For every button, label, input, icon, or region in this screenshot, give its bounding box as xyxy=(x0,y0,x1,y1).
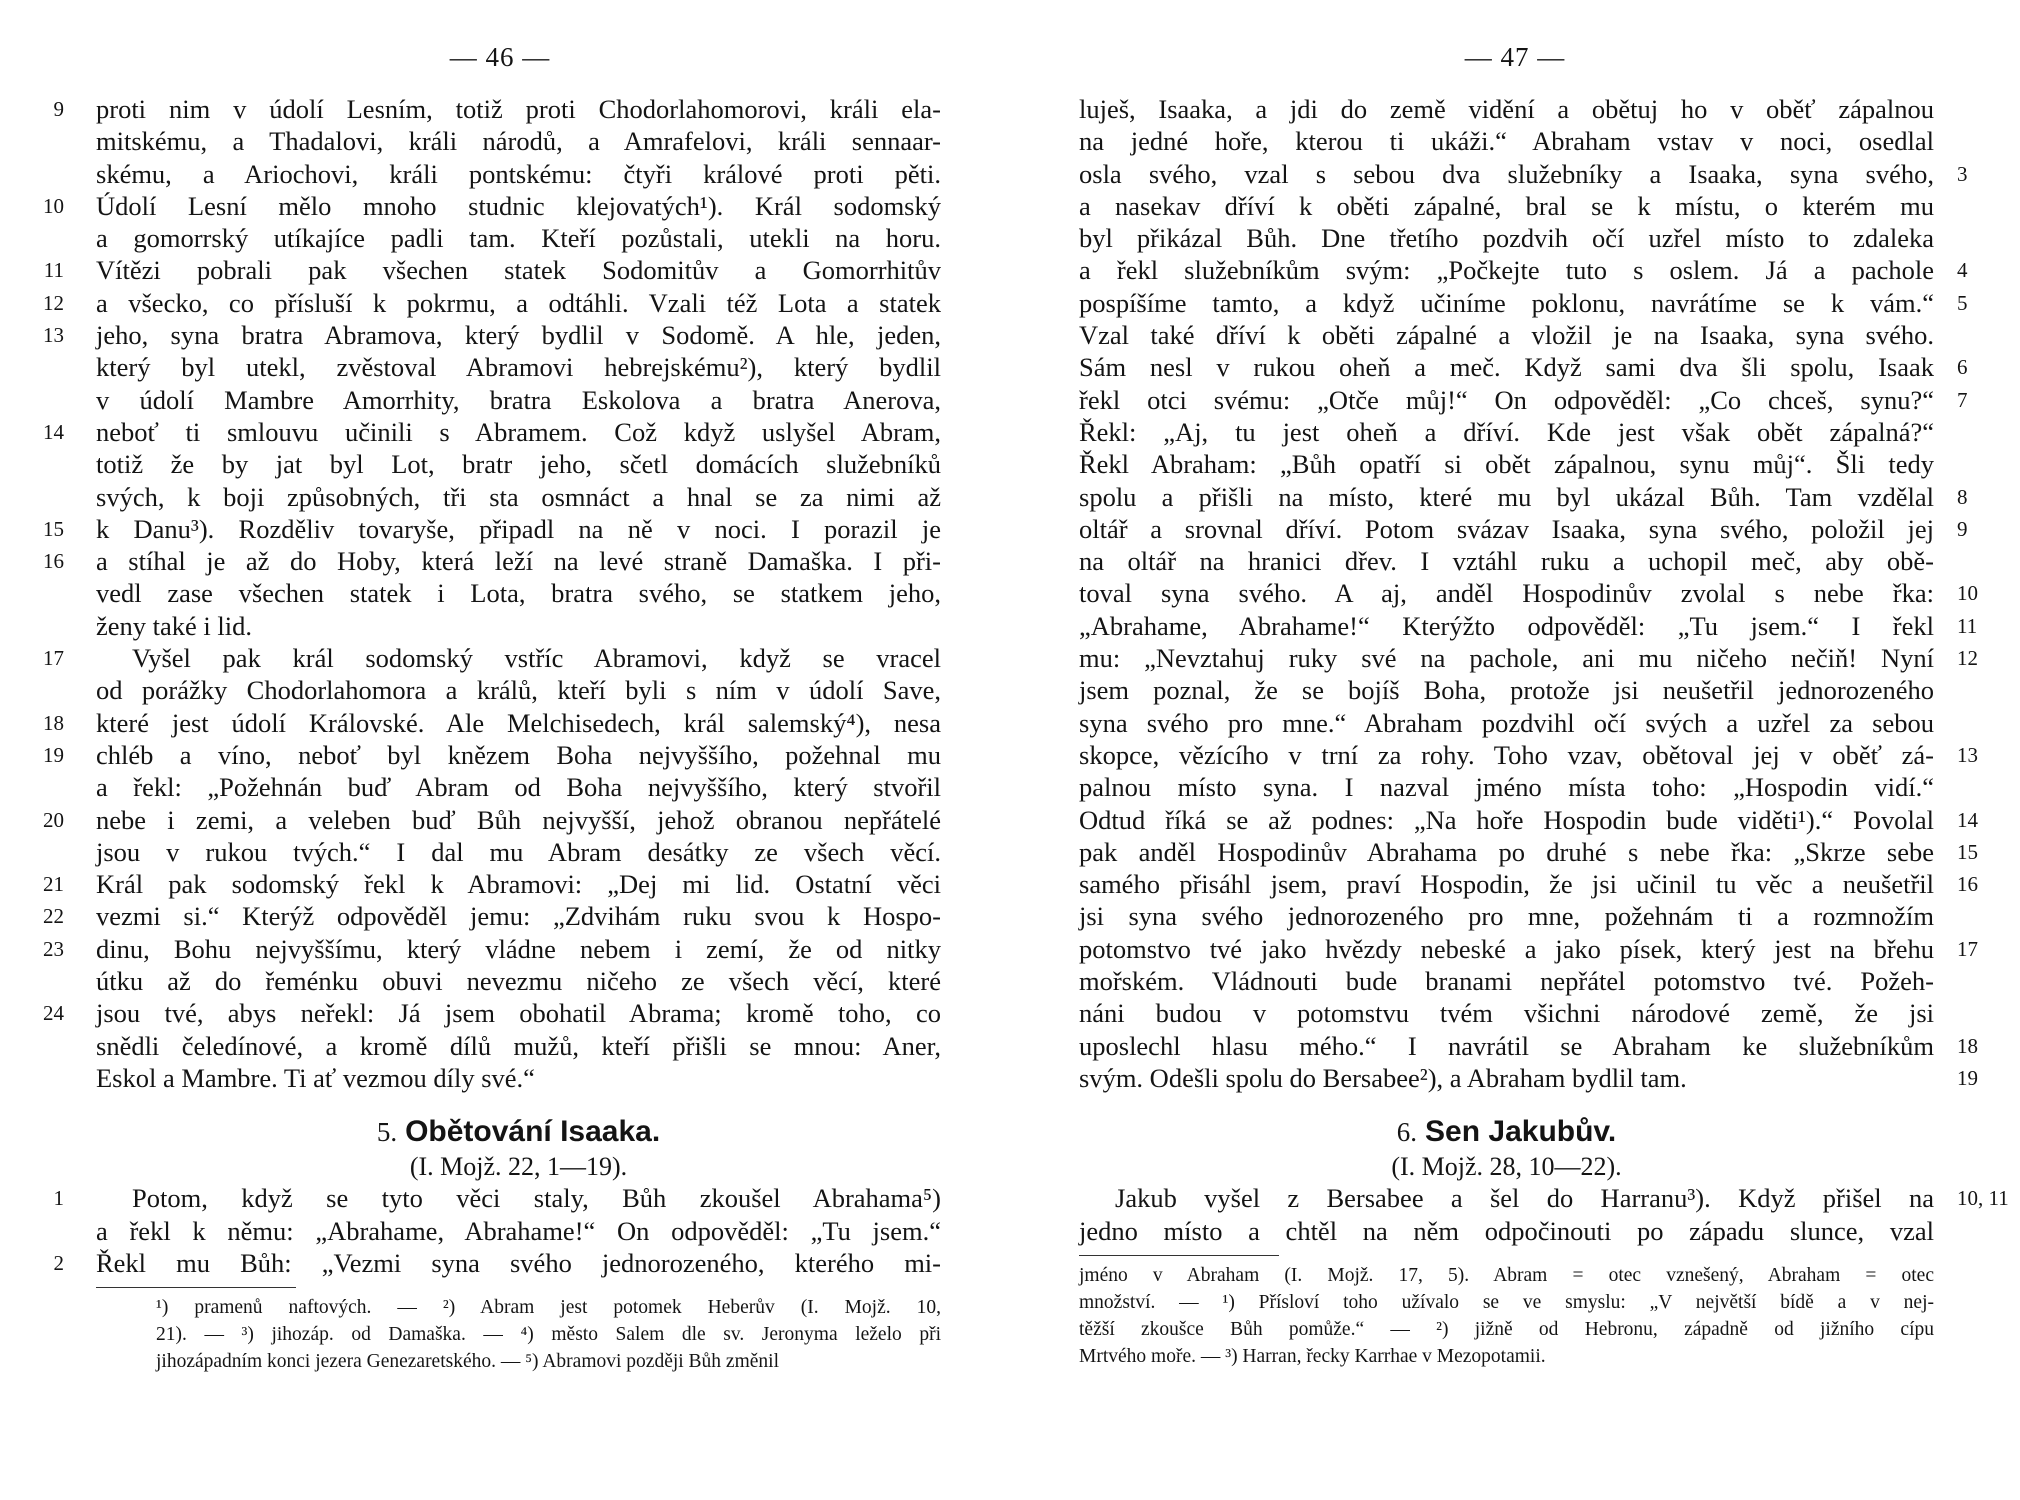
line-text: svým. Odešli spolu do Bersabee²), a Abraham bydlil tam. xyxy=(1079,1062,1687,1093)
text-line xyxy=(43,707,941,739)
text-line xyxy=(1079,771,1934,803)
text-line xyxy=(96,384,941,416)
line-text: a všecko, co přísluší k pokrmu, a odtáhli. Vzali též Lota a statek xyxy=(96,287,941,318)
section-heading: Obětování Isaaka. xyxy=(405,1115,661,1149)
footnote-line: jihozápadním konci jezera Genezaretského. — ⁵) Abramovi později Bůh změnil xyxy=(156,1351,780,1373)
line-text: jsou tvé, abys neřekl: Já jsem obohatil Abrama; kromě toho, co xyxy=(96,998,941,1029)
text-line xyxy=(96,1030,941,1062)
line-text: Vyšel pak král sodomský vstříc Abramovi, když se vracel xyxy=(132,643,941,674)
page-number: — 46 — xyxy=(449,42,551,72)
line-text: potomstvo tvé jako hvězdy nebeské a jako písek, který jest na břehu xyxy=(1079,933,1934,964)
line-text: řekl otci svému: „Otče můj!“ On odpověděl: „Co chceš, synu?“ xyxy=(1079,384,1934,415)
text-line xyxy=(1079,254,1968,286)
section-reference: (I. Mojž. 22, 1—19). xyxy=(409,1152,628,1182)
text-line xyxy=(43,804,941,836)
verse-number: 10, 11 xyxy=(1957,1186,2009,1211)
line-text: jsem poznal, že se bojíš Boha, protože jsi neušetřil jednorozeného xyxy=(1079,675,1934,706)
verse-number: 4 xyxy=(1957,258,1968,283)
text-line xyxy=(43,739,941,771)
text-line xyxy=(43,319,941,351)
verse-number: 12 xyxy=(43,290,64,315)
text-line xyxy=(96,610,941,642)
line-text: nebe i zemi, a veleben buď Bůh nejvyšší, jehož obranou nepřátelé xyxy=(96,804,941,835)
line-text: palnou místo syna. I nazval jméno místa toho: „Hospodin vidí.“ xyxy=(1079,772,1934,803)
line-text: na jedné hoře, kterou ti ukáži.“ Abraham vstav v noci, osedlal xyxy=(1079,126,1934,157)
verse-number: 2 xyxy=(53,1250,64,1275)
text-line xyxy=(1079,868,1978,900)
line-text: skému, a Ariochovi, králi pontskému: čtyři králové proti pěti. xyxy=(96,158,941,189)
verse-number: 18 xyxy=(1957,1033,1978,1058)
line-text: mu: „Nevztahuj ruky své na pachole, ani mu ničeho nečiň! Nyní xyxy=(1079,643,1934,674)
right-page xyxy=(1010,0,2020,1500)
line-text: Řekl: „Aj, tu jest oheň a dříví. Kde jest však obět zápalná?“ xyxy=(1079,416,1934,447)
footnote-line: těžší zkoušce Bůh pomůže.“ — ²) jižně od Hebronu, západně od jižního cípu xyxy=(1079,1318,1934,1340)
footnote-line: 21). — ³) jihozáp. od Damaška. — ⁴) město Salem dle sv. Jeronyma leželo při xyxy=(156,1324,941,1346)
line-text: který byl utekl, zvěstoval Abramovi hebrejskému²), který bydlil xyxy=(96,352,941,383)
text-line xyxy=(43,513,941,545)
line-text: samého přisáhl jsem, praví Hospodin, že jsi učinil tu věc a neušetřil xyxy=(1079,869,1934,900)
line-text: byl přikázal Bůh. Dne třetího pozdvih očí uzřel místo to zdaleka xyxy=(1079,223,1934,254)
verse-number: 10 xyxy=(43,193,64,218)
text-line xyxy=(96,222,941,254)
verse-number: 11 xyxy=(43,258,64,283)
verse-number: 16 xyxy=(43,549,64,574)
verse-number: 23 xyxy=(43,936,64,961)
line-text: ženy také i lid. xyxy=(96,610,252,641)
text-line xyxy=(43,900,941,932)
line-text: náni budou v potomstvu tvém všichni národové země, že jsi xyxy=(1079,998,1934,1029)
text-line xyxy=(1079,384,1968,416)
verse-number: 15 xyxy=(1957,839,1978,864)
line-text: a řekl k němu: „Abrahame, Abrahame!“ On odpověděl: „Tu jsem.“ xyxy=(96,1215,941,1246)
text-line xyxy=(1079,610,1978,642)
line-text: svých, k boji způsobných, tři sta osmnáct a hnal se za nimi až xyxy=(96,481,941,512)
line-text: útku až do řeménku obuvi nevezmu ničeho ze všech věcí, které xyxy=(96,966,941,997)
verse-number: 13 xyxy=(43,323,64,348)
line-text: k Danu³). Rozděliv tovaryše, připadl na ně v noci. I porazil je xyxy=(96,513,941,544)
text-line xyxy=(1079,190,1934,222)
line-text: osla svého, vzal s sebou dva služebníky a Isaaka, syna svého, xyxy=(1079,158,1934,189)
text-line xyxy=(1079,900,1934,932)
text-line xyxy=(1079,577,1978,609)
text-line xyxy=(1079,481,1968,513)
verse-number: 12 xyxy=(1957,646,1978,671)
section-number: 5. xyxy=(376,1117,398,1148)
line-text: „Abrahame, Abrahame!“ Kterýžto odpověděl: „Tu jsem.“ I řekl xyxy=(1079,610,1934,641)
text-line xyxy=(1079,739,1978,771)
footnote-line: Mrtvého moře. — ³) Harran, řecky Karrhae v Mezopotamii. xyxy=(1079,1345,1546,1367)
line-text: které jest údolí Královské. Ale Melchisedech, král salemský⁴), nesa xyxy=(96,707,941,738)
text-line xyxy=(96,1215,941,1247)
line-text: Řekl mu Bůh: „Vezmi syna svého jednorozeného, kterého mi- xyxy=(96,1247,941,1278)
verse-number: 20 xyxy=(43,807,64,832)
text-line xyxy=(53,1182,941,1214)
text-line xyxy=(1079,125,1934,157)
text-block xyxy=(1079,93,1978,1094)
line-text: a gomorrský utíkajíce padli tam. Kteří pozůstali, utekli na horu. xyxy=(96,223,941,254)
line-text: a řekl: „Požehnán buď Abram od Boha nejvyššího, který stvořil xyxy=(96,772,941,803)
section-title xyxy=(96,1112,941,1152)
left-page xyxy=(0,0,1000,1500)
text-line xyxy=(1079,93,1934,125)
line-text: Vítězi pobrali pak všechen statek Sodomitův a Gomorrhitův xyxy=(96,255,941,286)
text-line xyxy=(43,545,941,577)
verse-number: 11 xyxy=(1957,613,1978,638)
text-block xyxy=(1079,1182,2009,1247)
line-text: vedl zase všechen statek i Lota, bratra svého, se statkem jeho, xyxy=(96,578,941,609)
verse-number: 19 xyxy=(43,742,64,767)
line-text: uposlechl hlasu mého.“ I navrátil se Abraham ke služebníkům xyxy=(1079,1030,1934,1061)
text-line xyxy=(1079,965,1934,997)
text-line xyxy=(1079,287,1968,319)
line-text: a řekl služebníkům svým: „Počkejte tuto s oslem. Já a pachole xyxy=(1079,255,1934,286)
text-line xyxy=(1079,416,1934,448)
text-line xyxy=(1079,804,1978,836)
line-text: jeho, syna bratra Abramova, který bydlil v Sodomě. A hle, jeden, xyxy=(96,320,941,351)
verse-number: 18 xyxy=(43,710,64,735)
line-text: pospíšíme tamto, a když učiníme poklonu, navrátíme se k vám.“ xyxy=(1079,287,1934,318)
verse-number: 1 xyxy=(53,1186,64,1211)
line-text: oltář a srovnal dříví. Potom svázav Isaaka, syna svého, položil jej xyxy=(1079,513,1934,544)
verse-number: 10 xyxy=(1957,581,1978,606)
text-line xyxy=(43,287,941,319)
verse-number: 24 xyxy=(43,1001,64,1026)
line-text: luješ, Isaaka, a jdi do země vidění a obětuj ho v oběť zápalnou xyxy=(1079,94,1934,124)
text-line xyxy=(1079,707,1934,739)
text-line xyxy=(96,448,941,480)
verse-number: 16 xyxy=(1957,872,1978,897)
verse-number: 14 xyxy=(1957,807,1978,832)
text-line xyxy=(96,158,941,190)
line-text: Sám nesl v rukou oheň a meč. Když sami dva šli spolu, Isaak xyxy=(1079,352,1934,383)
text-line xyxy=(1079,674,1934,706)
text-line xyxy=(1079,1215,1934,1247)
text-line xyxy=(96,836,941,868)
line-text: mitskému, a Thadalovi, králi národů, a Amrafelovi, králi sennaar- xyxy=(96,126,941,157)
text-line xyxy=(1079,1182,2009,1214)
line-text: jsi syna svého jednorozeného pro mne, požehnám ti a rozmnožím xyxy=(1079,901,1934,932)
text-line xyxy=(96,965,941,997)
line-text: chléb a víno, neboť byl knězem Boha nejvyššího, požehnal mu xyxy=(96,739,941,770)
line-text: Král pak sodomský řekl k Abramovi: „Dej mi lid. Ostatní věci xyxy=(96,869,941,900)
text-line xyxy=(43,868,941,900)
text-line xyxy=(96,1062,941,1094)
text-line xyxy=(96,125,941,157)
verse-number: 6 xyxy=(1957,355,1968,380)
text-line xyxy=(96,674,941,706)
footnote-line: jméno v Abraham (I. Mojž. 17, 5). Abram = otec vznešený, Abraham = otec xyxy=(1079,1264,1934,1286)
text-line xyxy=(1079,448,1934,480)
text-block xyxy=(43,93,941,1094)
text-line xyxy=(1079,319,1934,351)
page-body xyxy=(43,93,941,1375)
page-number: — 47 — xyxy=(1464,42,1566,72)
line-text: Jakub vyšel z Bersabee a šel do Harranu³). Když přišel na xyxy=(1115,1183,1934,1214)
verse-number: 13 xyxy=(1957,742,1978,767)
footnote-rule xyxy=(1079,1255,1279,1256)
text-line xyxy=(43,254,941,286)
section-number: 6. xyxy=(1396,1117,1418,1148)
section-title xyxy=(1079,1112,1934,1152)
text-line xyxy=(1079,513,1968,545)
text-line xyxy=(1079,933,1978,965)
text-line xyxy=(1079,642,1978,674)
line-text: snědli čeledínové, a kromě dílů mužů, kteří přišli se mnou: Aner, xyxy=(96,1030,941,1061)
verse-number: 9 xyxy=(1957,516,1968,541)
footnote-rule xyxy=(96,1287,296,1288)
text-line xyxy=(43,997,941,1029)
text-line xyxy=(96,351,941,383)
line-text: syna svého pro mne.“ Abraham pozdvihl očí svých a uzřel za sebou xyxy=(1079,707,1934,738)
text-line xyxy=(53,1247,941,1279)
verse-number: 7 xyxy=(1957,387,1968,412)
line-text: proti nim v údolí Lesním, totiž proti Chodorlahomorovi, králi ela- xyxy=(96,94,941,124)
text-line xyxy=(96,577,941,609)
text-line xyxy=(43,190,941,222)
footnote-line: množství. — ¹) Přísloví toho užívalo se ve smyslu: „V největší bídě a v nej- xyxy=(1079,1291,1934,1313)
footnotes xyxy=(96,1294,941,1375)
line-text: vezmi si.“ Kterýž odpověděl jemu: „Zdvihám ruku svou k Hospo- xyxy=(96,901,941,932)
line-text: totiž že by jat byl Lot, bratr jeho, sčetl domácích služebníků xyxy=(96,449,941,480)
text-line xyxy=(1079,351,1968,383)
line-text: na oltář na hranici dřev. I vztáhl ruku a uchopil meč, aby obě- xyxy=(1079,546,1934,577)
verse-number: 19 xyxy=(1957,1065,1978,1090)
line-text: od porážky Chodorlahomora a králů, kteří byli s ním v údolí Save, xyxy=(96,675,941,706)
line-text: Eskol a Mambre. Ti ať vezmou díly své.“ xyxy=(96,1062,535,1093)
text-line xyxy=(1079,836,1978,868)
text-line xyxy=(1079,222,1934,254)
text-line xyxy=(43,416,941,448)
section-reference: (I. Mojž. 28, 10—22). xyxy=(1391,1152,1622,1182)
text-line xyxy=(96,481,941,513)
verse-number: 14 xyxy=(43,419,64,444)
line-text: Potom, když se tyto věci staly, Bůh zkoušel Abrahama⁵) xyxy=(132,1183,941,1214)
verse-number: 17 xyxy=(43,646,64,671)
text-line xyxy=(53,93,941,125)
text-line xyxy=(43,642,941,674)
line-text: skopce, vězícího v trní za rohy. Toho vzav, obětoval jej v oběť zá- xyxy=(1079,739,1934,770)
text-line xyxy=(1079,1030,1978,1062)
line-text: neboť ti smlouvu učinili s Abramem. Což když uslyšel Abram, xyxy=(96,416,941,447)
line-text: a nasekav dříví k oběti zápalné, bral se k místu, o kterém mu xyxy=(1079,190,1934,221)
line-text: Vzal také dříví k oběti zápalné a vložil je na Isaaka, syna svého. xyxy=(1079,320,1934,351)
line-text: spolu a přišli na místo, které mu byl ukázal Bůh. Tam vzdělal xyxy=(1079,481,1934,512)
verse-number: 8 xyxy=(1957,484,1968,509)
verse-number: 3 xyxy=(1957,161,1968,186)
verse-number: 9 xyxy=(53,97,64,121)
line-text: v údolí Mambre Amorrhity, bratra Eskolova a bratra Anerova, xyxy=(96,384,941,415)
text-block xyxy=(53,1182,941,1279)
line-text: dinu, Bohu nejvyššímu, který vládne nebem i zemí, že od nitky xyxy=(96,933,941,964)
line-text: Údolí Lesní mělo mnoho studnic klejovatých¹). Král sodomský xyxy=(96,190,941,221)
verse-number: 5 xyxy=(1957,290,1968,315)
line-text: mořském. Vládnouti bude branami nepřátel potomstvo tvé. Požeh- xyxy=(1079,966,1934,997)
footnotes xyxy=(1079,1262,1934,1370)
line-text: Řekl Abraham: „Bůh opatří si obět zápalnou, synu můj“. Šli tedy xyxy=(1079,449,1934,480)
line-text: toval syna svého. A aj, anděl Hospodinův zvolal s nebe řka: xyxy=(1079,578,1934,609)
footnote-line: ¹) pramenů naftových. — ²) Abram jest potomek Heberův (I. Mojž. 10, xyxy=(156,1297,941,1319)
text-line xyxy=(1079,997,1934,1029)
line-text: jsou v rukou tvých.“ I dal mu Abram desátky ze všech věcí. xyxy=(96,836,941,867)
text-line xyxy=(1079,545,1934,577)
line-text: Odtud říká se až podnes: „Na hoře Hospodin bude viděti¹).“ Povolal xyxy=(1079,804,1934,835)
line-text: pak anděl Hospodinův Abrahama po druhé s nebe řka: „Skrze sebe xyxy=(1079,836,1934,867)
text-line xyxy=(1079,158,1968,190)
section-heading: Sen Jakubův. xyxy=(1425,1115,1617,1149)
line-text: jedno místo a chtěl na něm odpočinouti po západu slunce, vzal xyxy=(1079,1215,1934,1246)
text-line xyxy=(43,933,941,965)
text-line xyxy=(96,771,941,803)
page-body xyxy=(1079,93,2009,1370)
verse-number: 21 xyxy=(43,872,64,897)
text-line xyxy=(1079,1062,1978,1094)
verse-number: 17 xyxy=(1957,936,1978,961)
verse-number: 22 xyxy=(43,904,64,929)
line-text: a stíhal je až do Hoby, která leží na levé straně Damaška. I při- xyxy=(96,546,941,577)
verse-number: 15 xyxy=(43,516,64,541)
